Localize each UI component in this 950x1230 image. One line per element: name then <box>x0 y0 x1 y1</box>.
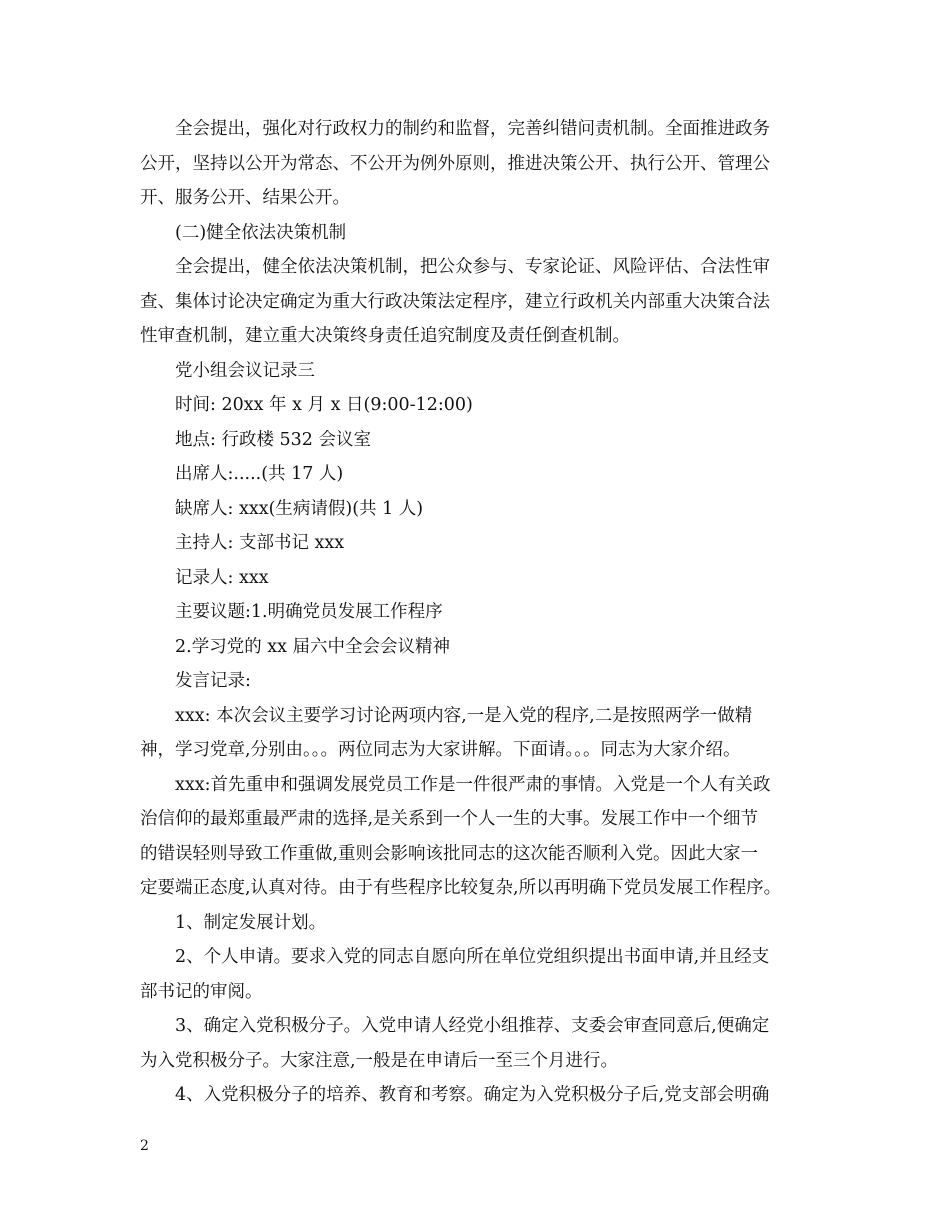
paragraph-line-first: (二)健全依法决策机制 <box>175 222 347 243</box>
paragraph-line: 为入党积极分子。大家注意,一般是在申请后一至三个月进行。 <box>140 1050 619 1071</box>
paragraph-line-first: 记录人: xxx <box>175 567 269 588</box>
paragraph-line: 治信仰的最郑重最严肃的选择,是关系到一个人一生的大事。发展工作中一个细节 <box>140 809 759 829</box>
paragraph-line: 公开，坚持以公开为常态、不公开为例外原则，推进决策公开、执行公开、管理公 <box>140 153 770 174</box>
paragraph-line-first: 3、确定入党积极分子。入党申请人经党小组推荐、支委会审查同意后,便确定 <box>175 1016 770 1036</box>
paragraph-line-first: 党小组会议记录三 <box>175 360 315 381</box>
paragraph-line-first: 时间: 20xx 年 x 月 x 日(9:00-12:00) <box>175 395 473 415</box>
paragraph-line-first: xxx: 本次会议主要学习讨论两项内容,一是入党的程序,二是按照两学一做精 <box>175 705 753 726</box>
paragraph-line-first: 主要议题:1.明确党员发展工作程序 <box>175 602 443 622</box>
paragraph-line-first: 地点: 行政楼 532 会议室 <box>175 429 371 450</box>
paragraph-line-first: 发言记录: <box>175 671 251 691</box>
paragraph-line: 开、服务公开、结果公开。 <box>140 188 350 208</box>
paragraph-line-first: xxx:首先重申和强调发展党员工作是一件很严肃的事情。入党是一个人有关政 <box>175 774 771 795</box>
paragraph-line: 性审查机制，建立重大决策终身责任追究制度及责任倒查机制。 <box>140 326 630 346</box>
paragraph-line-first: 全会提出，强化对行政权力的制约和监督，完善纠错问责机制。全面推进政务 <box>175 119 770 139</box>
paragraph-line: 定要端正态度,认真对待。由于有些程序比较复杂,所以再明确下党员发展工作程序。 <box>140 878 782 898</box>
paragraph-line: 神，学习党章,分别由。。。两位同志为大家讲解。下面请。。。同志为大家介绍。 <box>140 740 741 760</box>
paragraph-line-first: 2、个人申请。要求入党的同志自愿向所在单位党组织提出书面申请,并且经支 <box>175 947 770 967</box>
paragraph-line-first: 缺席人: xxx(生病请假)(共 1 人) <box>175 498 424 519</box>
paragraph-line: 查、集体讨论决定确定为重大行政决策法定程序，建立行政机关内部重大决策合法 <box>140 291 770 312</box>
paragraph-line: 的错误轻则导致工作重做,重则会影响该批同志的这次能否顺利入党。因此大家一 <box>140 843 759 864</box>
paragraph-line-first: 全会提出，健全依法决策机制，把公众参与、专家论证、风险评估、合法性审 <box>175 257 770 277</box>
paragraph-line-first: 4、入党积极分子的培养、教育和考察。确定为入党积极分子后,党支部会明确 <box>175 1085 770 1105</box>
paragraph-line-first: 主持人: 支部书记 xxx <box>175 533 345 553</box>
paragraph-line-first: 2.学习党的 xx 届六中全会会议精神 <box>175 636 451 657</box>
paragraph-line-first: 1、制定发展计划。 <box>175 912 327 933</box>
page-number: 2 <box>140 1138 149 1154</box>
document-body <box>140 112 820 1113</box>
paragraph-line: 部书记的审阅。 <box>140 981 263 1002</box>
paragraph-line-first: 出席人:.....(共 17 人) <box>175 464 344 484</box>
